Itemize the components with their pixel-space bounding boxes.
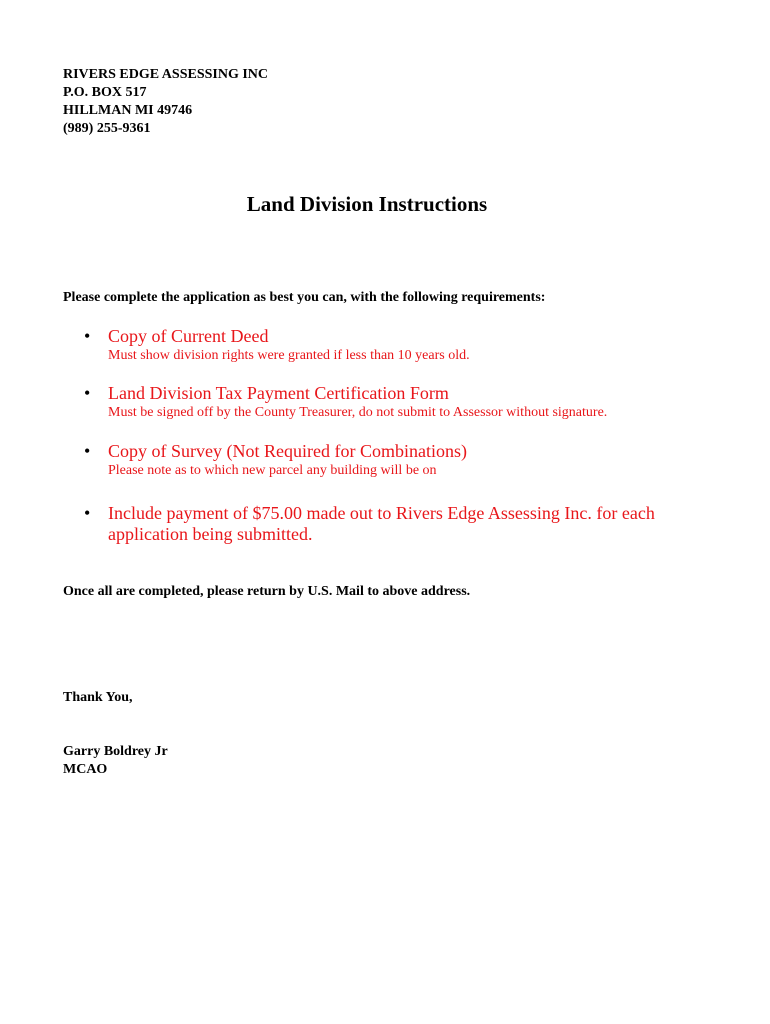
requirement-note: Please note as to which new parcel any building will be on <box>108 463 437 478</box>
requirement-title: Copy of Current Deed <box>108 326 269 346</box>
document-title: Land Division Instructions <box>246 192 488 216</box>
thank-you-text: Thank You, <box>63 690 133 705</box>
requirement-title: Copy of Survey (Not Required for Combinations) <box>108 441 467 461</box>
closing-instruction: Once all are completed, please return by U.S. Mail to above address. <box>63 584 471 599</box>
phone-number: (989) 255-9361 <box>63 121 151 136</box>
signer-credential: MCAO <box>63 762 108 777</box>
signature-block <box>63 743 168 779</box>
bullet-icon: • <box>84 326 91 346</box>
bullet-icon: • <box>84 383 91 403</box>
company-name: RIVERS EDGE ASSESSING INC <box>63 67 269 82</box>
intro-text: Please complete the application as best you can, with the following requirements: <box>63 290 546 305</box>
requirement-title: Include payment of $75.00 made out to Rivers Edge Assessing Inc. for each application being submitted. <box>108 503 655 544</box>
letterhead-address <box>63 66 268 138</box>
bullet-icon: • <box>84 441 91 461</box>
requirement-title: Land Division Tax Payment Certification Form <box>108 383 449 403</box>
po-box: P.O. BOX 517 <box>63 85 147 100</box>
signer-name: Garry Boldrey Jr <box>63 744 168 759</box>
city-state-zip: HILLMAN MI 49746 <box>63 103 193 118</box>
requirement-note: Must show division rights were granted if less than 10 years old. <box>108 348 470 363</box>
bullet-icon: • <box>84 503 91 523</box>
requirement-note: Must be signed off by the County Treasurer, do not submit to Assessor without signature. <box>108 405 608 420</box>
